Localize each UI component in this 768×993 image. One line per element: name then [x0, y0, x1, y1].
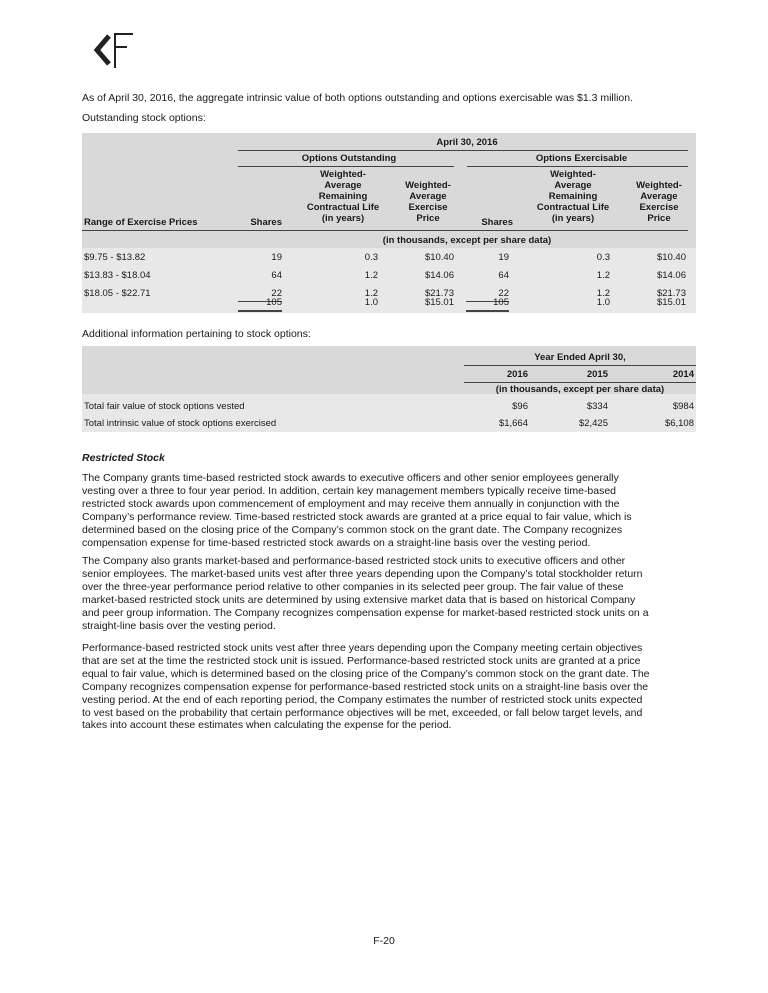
- year-header: 2014: [672, 369, 694, 380]
- price-header-line: Average: [640, 191, 678, 202]
- units-note: (in thousands, except per share data): [382, 235, 552, 246]
- period-header: April 30, 2016: [436, 137, 498, 148]
- shares-cell: 19: [271, 252, 282, 263]
- kf-logo-icon: [89, 30, 137, 70]
- life-header-line: Weighted-: [550, 169, 596, 180]
- price-cell: $10.40: [656, 252, 686, 263]
- price-cell: $14.06: [656, 270, 686, 281]
- shares-cell: 64: [271, 270, 282, 281]
- range-cell: $9.75 - $13.82: [84, 252, 146, 263]
- page-number: F-20: [373, 935, 395, 947]
- intrinsic-value-label: Total intrinsic value of stock options exercised: [84, 418, 277, 429]
- life-cell: 1.2: [596, 288, 610, 299]
- value-cell: $1,664: [498, 418, 528, 429]
- fair-value-label: Total fair value of stock options vested: [84, 401, 245, 412]
- text-line: vesting over a three to four year period. In addition, certain key management members typically receive time-based: [82, 484, 617, 497]
- shares-cell: 64: [498, 270, 509, 281]
- restricted-stock-heading: Restricted Stock: [82, 452, 165, 464]
- life-header-line: Average: [324, 180, 362, 191]
- restricted-paragraph-1: [82, 472, 698, 549]
- life-cell: 1.2: [596, 270, 610, 281]
- value-cell: $96: [512, 401, 528, 412]
- options-exercisable-header: Options Exercisable: [535, 153, 628, 164]
- text-line: Company recognizes compensation expense for performance-based restricted stock units on a straight-line basis over the: [82, 680, 649, 693]
- total-life-cell: 1.0: [364, 297, 378, 308]
- text-line: compensation expense for time-based restricted stock awards on a straight-line basis over the vesting period.: [82, 536, 591, 549]
- price-cell: $10.40: [424, 252, 454, 263]
- total-shares-cell: 105: [266, 297, 282, 308]
- options-outstanding-header: Options Outstanding: [301, 153, 397, 164]
- price-header-line: Exercise: [408, 202, 448, 213]
- price-cell: $14.06: [424, 270, 454, 281]
- shares-column-header: Shares: [481, 217, 513, 228]
- shares-cell: 22: [498, 288, 509, 299]
- price-header-line: Price: [647, 213, 671, 224]
- life-header-line: Remaining: [318, 191, 368, 202]
- text-line: that are set at the time the restricted stock unit is issued. Performance-based restricted stock units are granted at a price: [82, 654, 641, 667]
- life-header-line: Contractual Life: [536, 202, 610, 213]
- life-cell: 0.3: [596, 252, 610, 263]
- total-shares-cell: 105: [493, 297, 509, 308]
- text-line: to vest based on the probability that certain performance objectives will be met, exceeded, or fall below target levels, and: [82, 706, 643, 719]
- value-cell: $334: [586, 401, 608, 412]
- units-note: (in thousands, except per share data): [495, 384, 665, 395]
- shares-cell: 22: [271, 288, 282, 299]
- price-header-line: Exercise: [639, 202, 679, 213]
- text-line: takes into account these estimates when calculating the expense for the period.: [82, 719, 452, 732]
- value-cell: $6,108: [664, 418, 694, 429]
- price-cell: $21.73: [424, 288, 454, 299]
- life-cell: 1.2: [364, 288, 378, 299]
- year-header: 2015: [586, 369, 608, 380]
- life-header-line: Remaining: [548, 191, 598, 202]
- text-line: determined based on the closing price of the Company’s common stock on the grant date. The Company recognizes: [82, 523, 623, 536]
- life-header-line: Average: [554, 180, 592, 191]
- life-header-line: (in years): [551, 213, 595, 224]
- total-price-cell: $15.01: [656, 297, 686, 308]
- additional-info-table: [82, 346, 696, 432]
- text-line: The Company also grants market-based and performance-based restricted stock units to executive officers and other: [82, 555, 626, 567]
- text-line: equal to fair value, which is determined based on the closing price of the Company’s common stock on the grant date. The: [82, 667, 650, 680]
- text-line: market-based restricted stock units are determined by using extensive market data that is based on historical Company: [82, 593, 636, 606]
- intrinsic-value-note: As of April 30, 2016, the aggregate intrinsic value of both options outstanding and options exercisable was $1.3 million.: [82, 92, 634, 104]
- text-line: Company’s performance review. Time-based restricted stock awards are granted at a price equal to fair value, which is: [82, 510, 632, 523]
- text-line: restricted stock awards upon commencement of employment and may receive them annually in conjunction with the: [82, 497, 620, 510]
- total-life-cell: 1.0: [596, 297, 610, 308]
- price-header-line: Weighted-: [636, 180, 682, 191]
- text-line: over the three-year performance period relative to other companies in its selected peer group. The fair value of these: [82, 580, 624, 593]
- year-ended-header: Year Ended April 30,: [534, 352, 626, 363]
- life-header-line: Weighted-: [320, 169, 366, 180]
- text-line: The Company grants time-based restricted stock awards to executive officers and other senior employees generally: [82, 472, 619, 484]
- shares-cell: 19: [498, 252, 509, 263]
- value-cell: $2,425: [578, 418, 608, 429]
- total-price-cell: $15.01: [424, 297, 454, 308]
- price-header-line: Weighted-: [405, 180, 451, 191]
- shares-column-header: Shares: [250, 217, 282, 228]
- text-line: senior employees. The market-based units vest after three years depending upon the Company’s total stockholder return: [82, 567, 643, 580]
- range-column-header: Range of Exercise Prices: [84, 217, 198, 228]
- outstanding-options-table: [82, 133, 696, 313]
- life-header-line: Contractual Life: [306, 202, 380, 213]
- price-cell: $21.73: [656, 288, 686, 299]
- text-line: Performance-based restricted stock units vest after three years depending upon the Company meeting certain objectives: [82, 642, 643, 654]
- text-line: straight-line basis over the vesting period.: [82, 619, 276, 632]
- range-cell: $13.83 - $18.04: [84, 270, 151, 281]
- range-cell: $18.05 - $22.71: [84, 288, 151, 299]
- restricted-paragraph-2: [82, 555, 698, 632]
- text-line: and peer group information. The Company recognizes compensation expense for market-based restricted stock units on a: [82, 606, 649, 619]
- life-header-line: (in years): [321, 213, 365, 224]
- restricted-paragraph-3: [82, 642, 698, 732]
- text-line: vesting period. At the end of each reporting period, the Company estimates the number of restricted stock units expected: [82, 693, 643, 706]
- additional-info-caption: Additional information pertaining to stock options:: [82, 328, 311, 340]
- life-cell: 0.3: [364, 252, 378, 263]
- life-cell: 1.2: [364, 270, 378, 281]
- value-cell: $984: [672, 401, 694, 412]
- year-header: 2016: [506, 369, 528, 380]
- price-header-line: Price: [416, 213, 440, 224]
- outstanding-options-caption: Outstanding stock options:: [82, 112, 206, 124]
- price-header-line: Average: [409, 191, 447, 202]
